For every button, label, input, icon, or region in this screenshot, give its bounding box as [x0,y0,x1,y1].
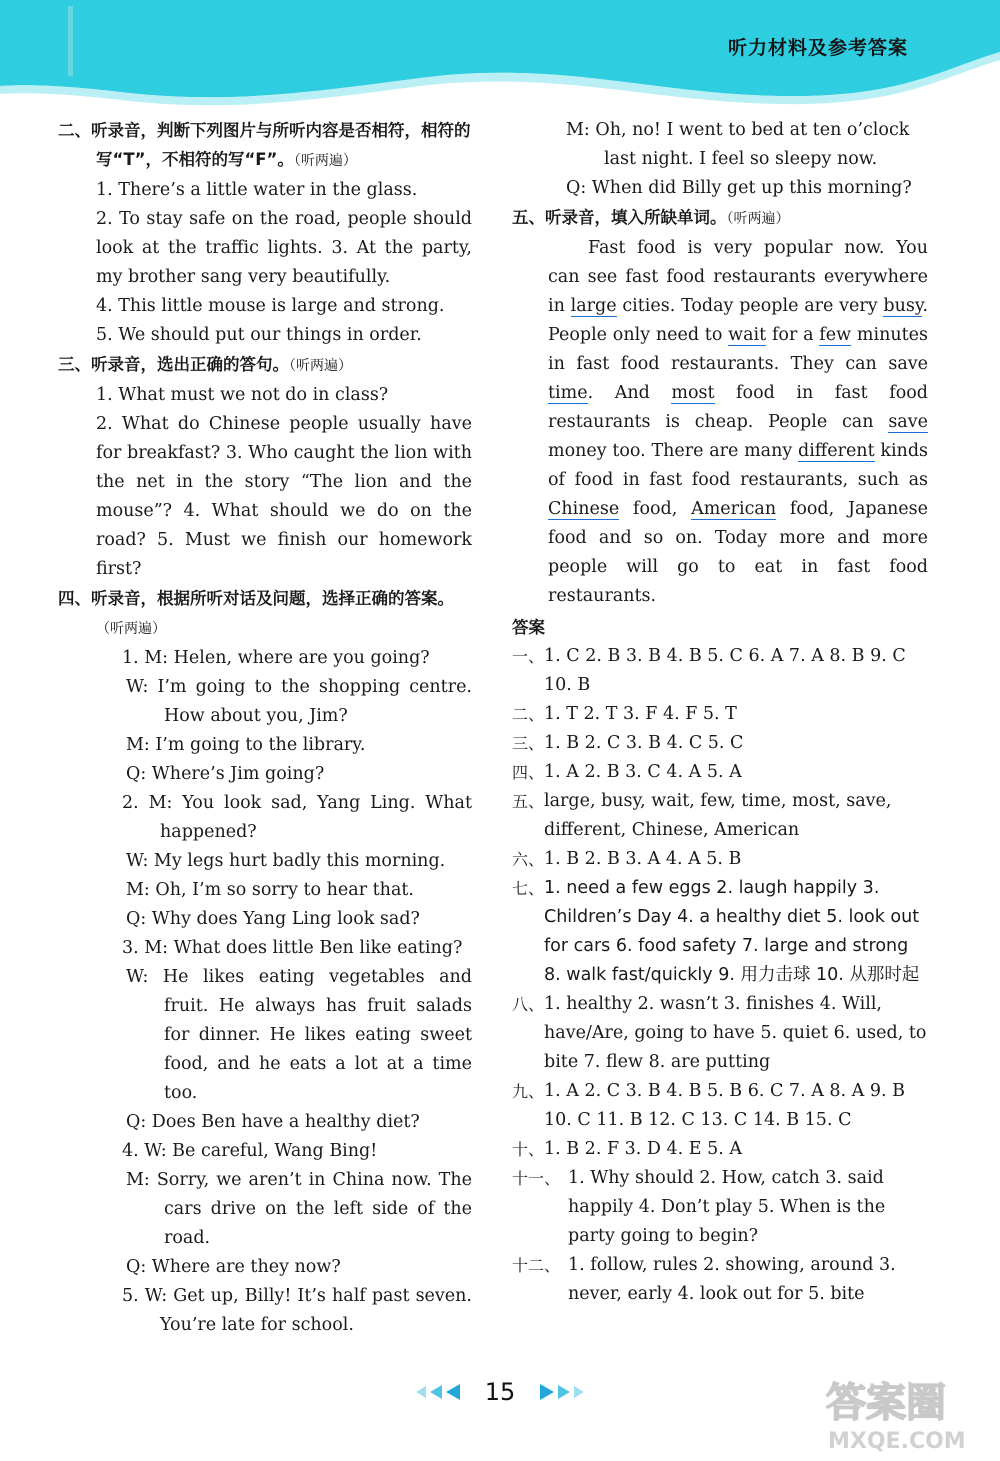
answer-row: 八、 1. healthy 2. wasn’t 3. finishes 4. Will, have/Are, going to have 5. quiet 6. used, to bite 7. flew 8. are putting [512,994,927,1072]
blank-word: busy [883,296,923,316]
blank-word: most [671,383,715,403]
dialogue-line: M: Oh, I’m so sorry to hear that. [126,880,414,900]
section-4-heading: 四、听录音，根据所听对话及问题，选择正确的答案。（听两遍） [58,589,454,637]
dialogue-line: M: Sorry, we aren’t in China now. The cars drive on the left side of the road. [126,1170,472,1248]
section-2-heading: 二、听录音，判断下列图片与所听内容是否相符，相符的写“T”，不相符的写“F”。（听两遍） [58,121,471,169]
answer-list [512,642,928,1309]
sec2-item-2: 2. To stay safe on the road, people should look at the traffic lights. 3. At the party, my brother sang very beautifully. [96,209,472,287]
answer-row: 十一、 1. Why should 2. How, catch 3. said happily 4. Don’t play 5. When is the party going to begin? [512,1168,886,1246]
answer-row: 六、 1. B 2. B 3. A 4. A 5. B [512,849,742,869]
prev-arrows-icon [402,1382,466,1402]
dialogue-line: W: He likes eating vegetables and fruit. He always has fruit salads for dinner. He likes eating sweet food, and he eats a lot at a time too. [126,967,472,1103]
blank-word: different [798,441,875,461]
blank-word: few [819,325,852,345]
sec2-item-5: 5. We should put our things in order. [96,325,422,345]
dialogue-line: Q: When did Billy get up this morning? [566,178,912,198]
sec2-item-4: 4. This little mouse is large and strong. [96,296,445,316]
left-column [58,116,472,1340]
blank-word: save [888,412,928,432]
section-3-heading: 三、听录音，选出正确的答句。（听两遍） [58,355,352,374]
blank-word: time [548,383,588,403]
answers-heading: 答案 [512,618,545,637]
dialogue-line: 1. M: Helen, where are you going? [122,648,430,668]
blank-word: American [691,499,777,519]
dialogue-line: M: I’m going to the library. [126,735,366,755]
dialogue-line: 4. W: Be careful, Wang Bing! [122,1141,378,1161]
sec2-item-1: 1. There’s a little water in the glass. [96,180,418,200]
answer-row: 五、 large, busy, wait, few, time, most, save, different, Chinese, American [512,791,892,840]
answer-row: 四、 1. A 2. B 3. C 4. A 5. A [512,762,742,782]
blank-word: large [570,296,617,316]
answer-row: 一、 1. C 2. B 3. B 4. B 5. C 6. A 7. A 8. B 9. C 10. B [512,646,906,695]
dialogue-line: 5. W: Get up, Billy! It’s half past seven. You’re late for school. [122,1286,472,1335]
answer-row: 七、 1. need a few eggs 2. laugh happily 3. Children’s Day 4. a healthy diet 5. look out for cars 6. food safety 7. large and strong 8. walk fast/quickly 9. 用力击球 10. 从那时起 [512,878,920,985]
page-number: 15 [484,1378,516,1406]
next-arrows-icon [534,1382,598,1402]
answer-row: 十二、 1. follow, rules 2. showing, around 3. never, early 4. look out for 5. bite [512,1255,896,1304]
dialogue-line: Q: Where’s Jim going? [126,764,325,784]
fill-in-passage: Fast food is very popular now. You can see fast food restaurants everywhere in large cities. Today people are very busy. People only need to wait for a few minutes in fast food restaurants. They can save time. And most food in fast food restaurants is cheap. People can save money too. There are many different kinds of food in fast food restaurants, such as Chinese food, American food, Japanese food and so on. Today more and more people will go to eat in fast food restaurants. [548,238,929,606]
answer-row: 十、 1. B 2. F 3. D 4. E 5. A [512,1139,742,1159]
header-title: 听力材料及参考答案 [727,37,908,59]
sec3-item-2: 2. What do Chinese people usually have for breakfast? 3. Who caught the lion with the net in the story “The lion and the mouse”? 4. What should we do on the road? 5. Must we finish our homework first? [96,414,472,579]
answer-row: 九、 1. A 2. C 3. B 4. B 5. B 6. C 7. A 8. A 9. B 10. C 11. B 12. C 13. C 14. B 15. C [512,1081,905,1130]
dialogue-line: 3. M: What does little Ben like eating? [122,938,463,958]
svg-text:答案圈: 答案圈 [826,1380,946,1426]
dialogue-line: W: I’m going to the shopping centre. How about you, Jim? [126,677,472,726]
dialogue-line: Q: Does Ben have a healthy diet? [126,1112,420,1132]
right-column [512,116,928,1309]
dialogue-line: M: Oh, no! I went to bed at ten o’clock last night. I feel so sleepy now. [566,120,910,169]
sec3-item-1: 1. What must we not do in class? [96,385,389,405]
dialogue-line: W: My legs hurt badly this morning. [126,851,446,871]
section-5-heading: 五、听录音，填入所缺单词。（听两遍） [512,208,790,227]
svg-text:MXQE.COM: MXQE.COM [828,1429,966,1454]
dialogue-line: Q: Where are they now? [126,1257,341,1277]
answer-row: 二、 1. T 2. T 3. F 4. F 5. T [512,704,737,724]
dialogue-line: Q: Why does Yang Ling look sad? [126,909,420,929]
watermark-logo [818,1370,988,1456]
blank-word: wait [728,325,767,345]
dialogue-line: 2. M: You look sad, Yang Ling. What happened? [122,793,472,842]
blank-word: Chinese [548,499,620,519]
answer-row: 三、 1. B 2. C 3. B 4. C 5. C [512,733,744,753]
